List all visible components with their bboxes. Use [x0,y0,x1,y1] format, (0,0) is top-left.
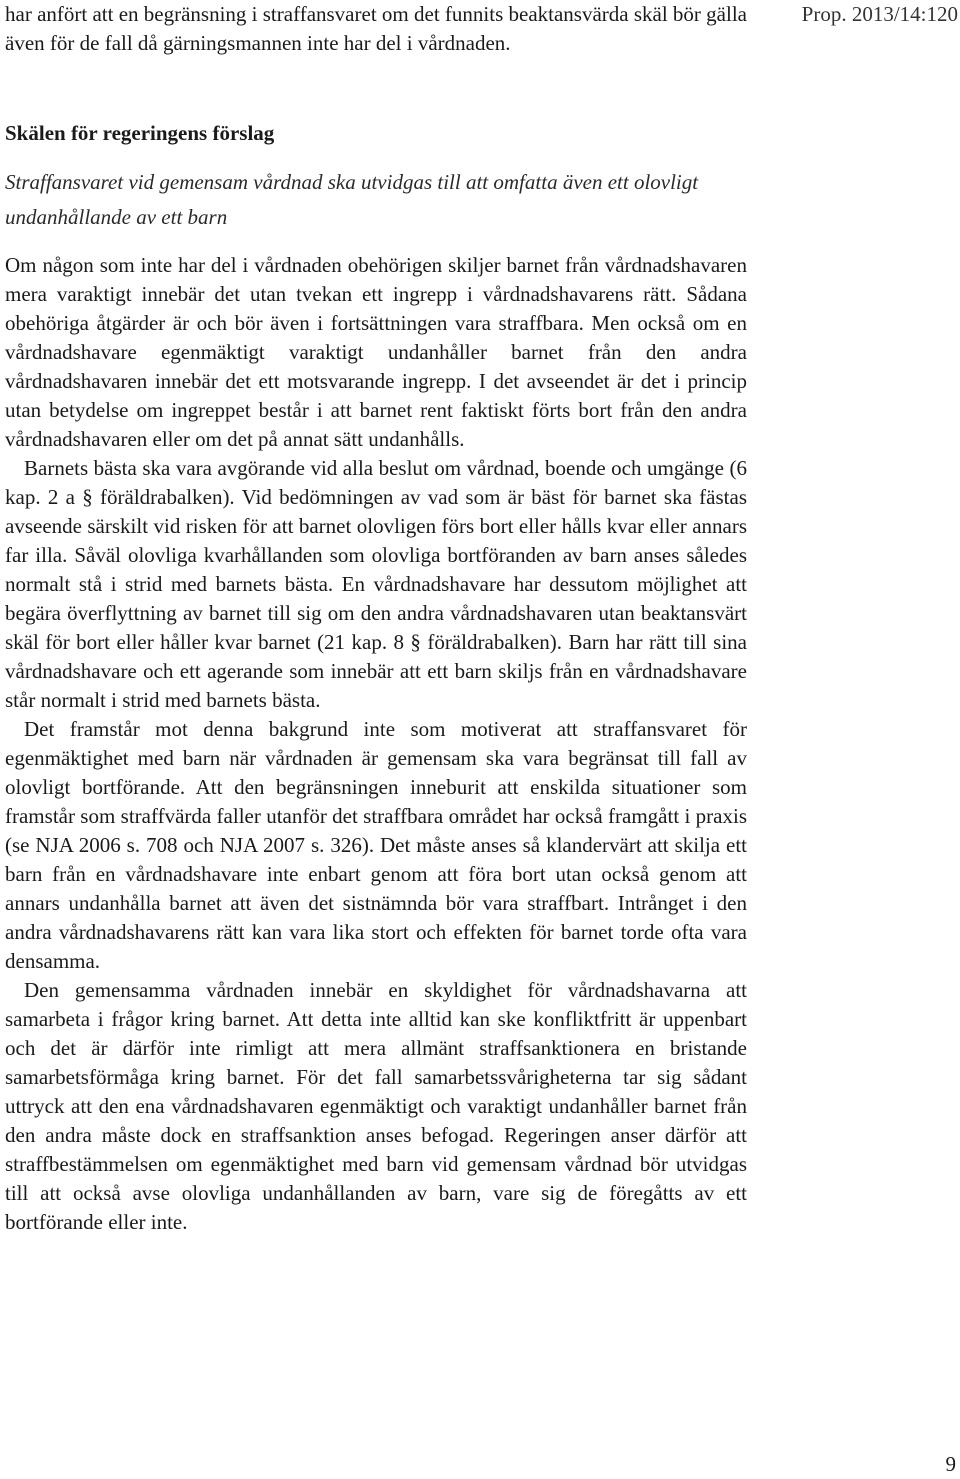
body-paragraph-2: Barnets bästa ska vara avgörande vid alla beslut om vårdnad, boende och umgänge (6 kap. 2 a § föräldrabalken). Vid bedömningen av vad som är bäst för barnet ska fästas avseende särskilt vid risken för att barnet olovligen förs bort eller hålls kvar eller annars far illa. Såväl olovliga kvarhållanden som olovliga bortföranden av barn anses således normalt stå i strid med barnets bästa. En vårdnadshavare har dessutom möjlighet att begära överflyttning av barnet till sig om den andra vårdnadshavaren utan beaktansvärt skäl för bort eller håller kvar barnet (21 kap. 8 § föräldrabalken). Barn har rätt till sina vårdnadshavare och ett agerande som innebär att ett barn skiljs från en vårdnadshavare står normalt i strid med barnets bästa. [5,456,747,712]
text-column [5,0,747,1237]
body-paragraph-4: Den gemensamma vårdnaden innebär en skyldighet för vårdnadshavarna att samarbeta i frågor kring barnet. Att detta inte alltid kan ske konfliktfritt är uppenbart och det är därför inte rimligt att mera allmänt straffsanktionera en bristande samarbetsförmåga kring barnet. För det fall samarbetssvårigheterna tar sig sådant uttryck att den ena vårdnadshavaren egenmäktigt och varaktigt undanhåller barnet från den andra måste dock en straffsanktion anses befogad. Regeringen anser därför att straffbestämmelsen om egenmäktighet med barn vid gemensam vårdnad bör utvidgas till att också avse olovliga undanhållanden av barn, vare sig de föregåtts av ett bortförande eller inte. [5,978,747,1234]
margin-note: Prop. 2013/14:120 [801,2,958,26]
intro-paragraph: har anfört att en begränsning i straffansvaret om det funnits beaktansvärda skäl bör gälla även för de fall då gärningsmannen inte har del i vårdnaden. [5,2,747,55]
section-heading: Skälen för regeringens förslag [5,121,275,145]
page-number: 9 [945,1452,956,1476]
body-paragraph-3: Det framstår mot denna bakgrund inte som motiverat att straffansvaret för egenmäktighet med barn när vårdnaden är gemensam ska vara begränsat till fall av olovligt bortförande. Att den begränsningen inneburit att enskilda situationer som framstår som straffvärda faller utanför det straffbara området har också framgått i praxis (se NJA 2006 s. 708 och NJA 2007 s. 326). Det måste anses så klandervärt att skilja ett barn från en vårdnadshavare inte enbart genom att föra bort utan också genom att annars undanhålla barnet att även det sistnämnda bör vara straffbart. Intrånget i den andra vårdnadshavarens rätt kan vara lika stort och effekten för barnet torde ofta vara densamma. [5,717,747,973]
body-paragraph-1: Om någon som inte har del i vårdnaden obehörigen skiljer barnet från vårdnadshavaren mera varaktigt innebär det utan tvekan ett ingrepp i vårdnadshavarens rätt. Sådana obehöriga åtgärder är och bör även i fortsättningen vara straffbara. Men också om en vårdnadshavare egenmäktigt varaktigt undanhåller barnet från den andra vårdnadshavaren innebär det ett motsvarande ingrepp. I det avseendet är det i princip utan betydelse om ingreppet består i att barnet rent faktiskt förts bort från den andra vårdnadshavaren eller om det på annat sätt undanhålls. [5,253,747,451]
section-subheading: Straffansvaret vid gemensam vårdnad ska utvidgas till att omfatta även ett olovligt undanhållande av ett barn [5,170,699,229]
